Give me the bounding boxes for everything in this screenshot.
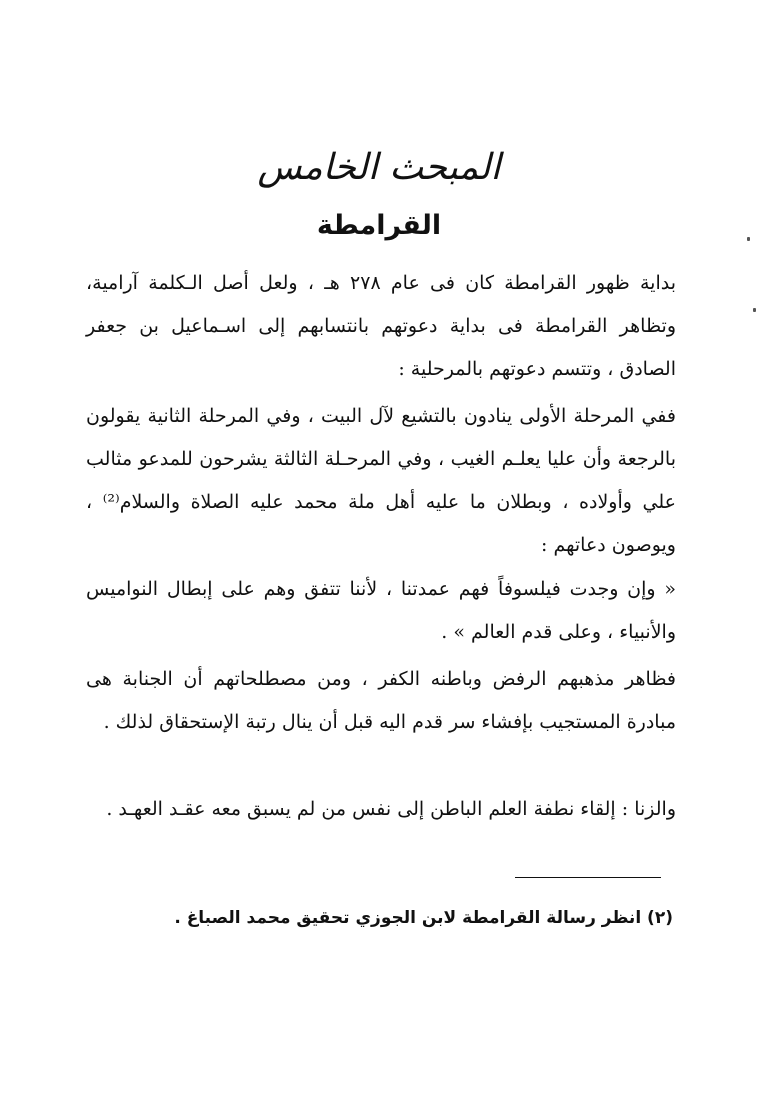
paragraph-terminology: فظاهر مذهبهم الرفض وباطنه الكفر ، ومن مصطلحاتهم أن الجنابة هى مبادرة المستجيب بإفشاء سر قدم اليه قبل أن ينال رتبة الإستحقاق لذلك . <box>86 668 676 733</box>
scan-mark <box>747 237 750 241</box>
paragraph-definition: والزنا : إلقاء نطفة العلم الباطن إلى نفس من لم يسبق معه عقـد العهـد . <box>106 798 676 820</box>
paragraph-origin: بداية ظهور القرامطة كان فى عام ٢٧٨ هـ ، ولعل أصل الـكلمة آرامية، وتظاهر القرامطة فى بداية دعوتهم بانتسابهم إلى اسـماعيل بن جعفر الصادق ، وتتسم دعوتهم بالمرحلية : <box>86 272 676 380</box>
footnote: (٢) انظر رسالة القرامطة لابن الجوزي تحقيق محمد الصباغ . <box>174 908 673 928</box>
scan-mark <box>753 308 756 312</box>
section-title: القرامطة <box>316 210 442 241</box>
chapter-title: المبحث الخامس <box>257 147 501 188</box>
paragraph-stages: ففي المرحلة الأولى ينادون بالتشيع لآل البيت ، وفي المرحلة الثانية يقولون بالرجعة وأن عليا يعلـم الغيب ، وفي المرحـلة الثالثة يشرحون للمدعو مثالب علي وأولاده ، وبطلان ما عليه أهل ملة محمد عليه الصلاة والسلام⁽²⁾ ، ويوصون دعاتهم : <box>86 405 676 556</box>
footnote-rule <box>515 877 661 878</box>
paragraph-quote: « وإن وجدت فيلسوفاً فهم عمدتنا ، لأننا تتفق وهم على إبطال النواميس والأنبياء ، وعلى قدم العالم » . <box>86 578 676 643</box>
